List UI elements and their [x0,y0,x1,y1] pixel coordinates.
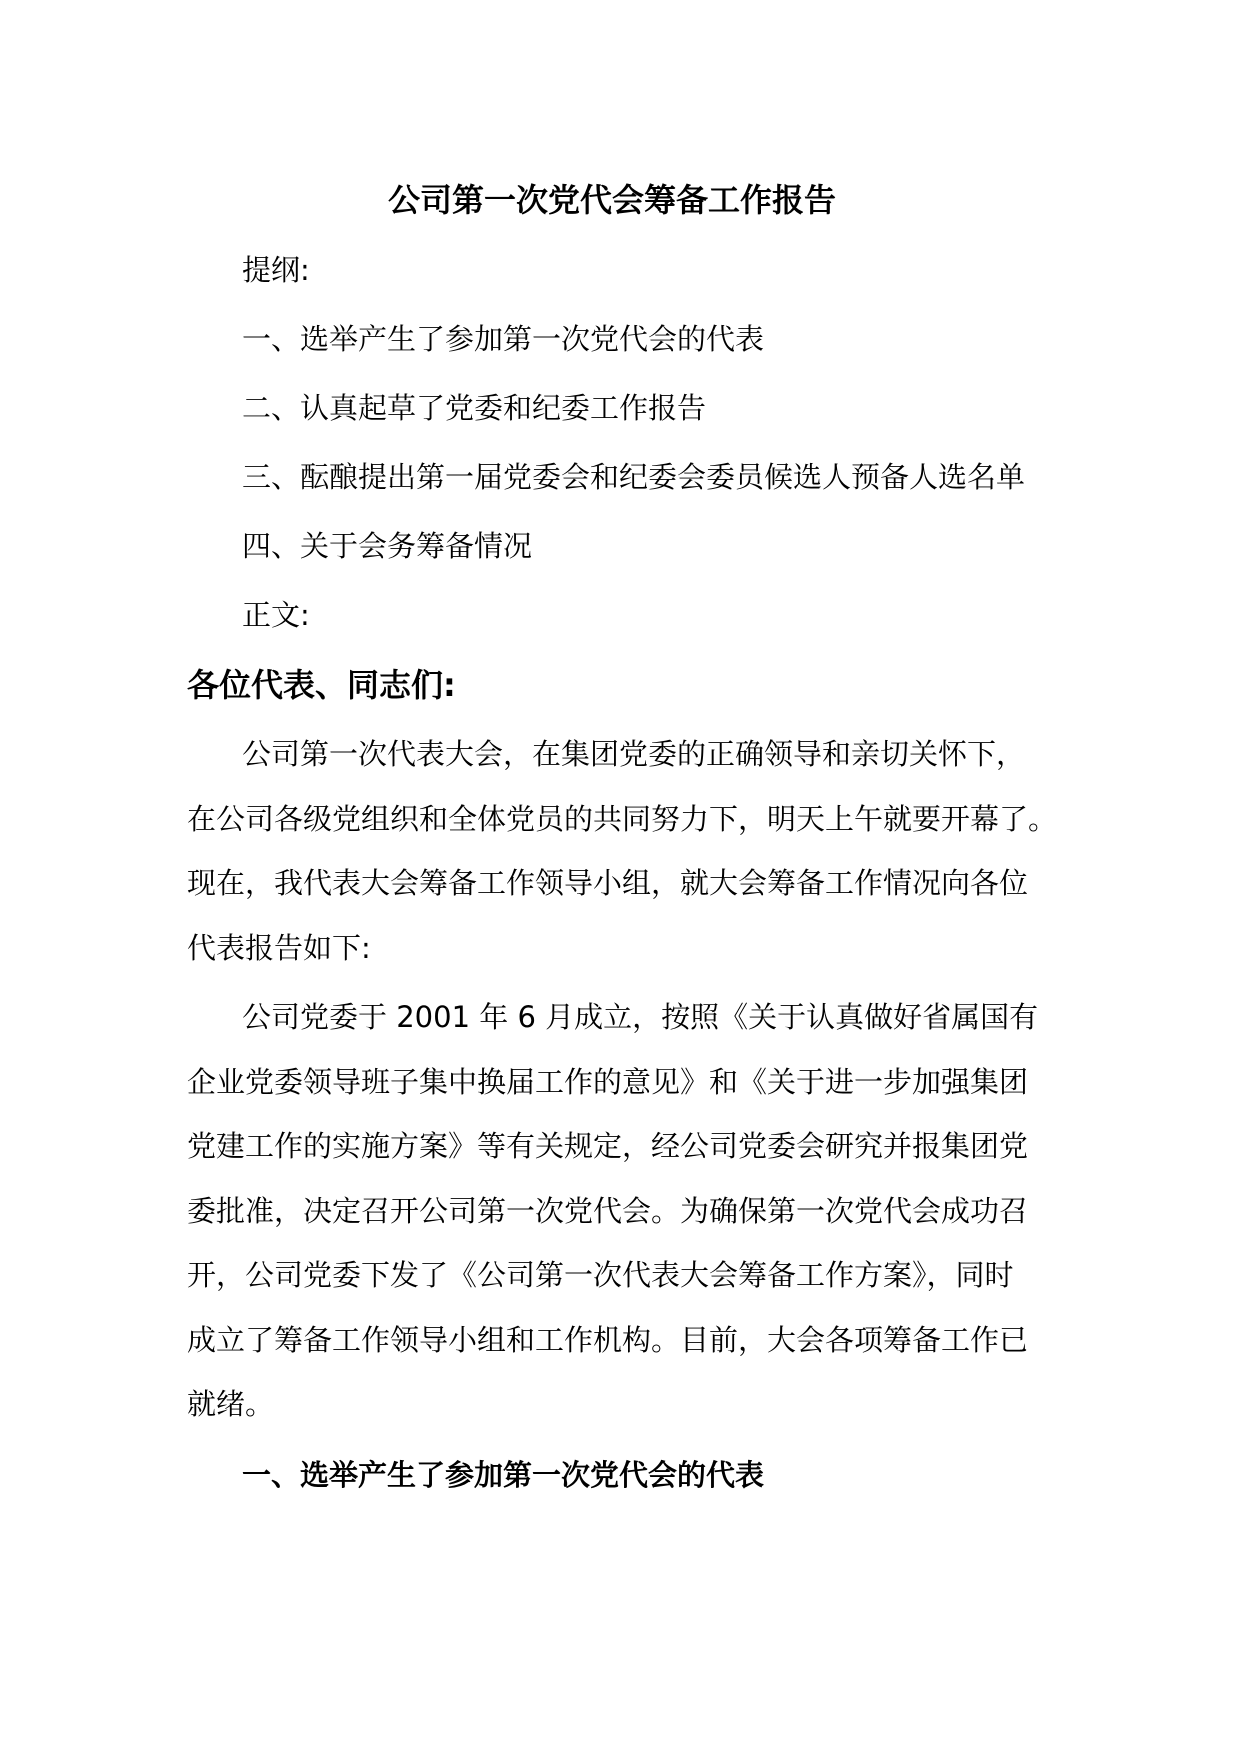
paragraph-line: 公司党委于 2001 年 6 月成立，按照《关于认真做好省属国有 [242,1000,1039,1034]
outline-label: 提纲: [242,253,310,287]
paragraph-line: 就绪。 [187,1387,275,1421]
outline-item: 一、选举产生了参加第一次党代会的代表 [242,322,765,356]
paragraph-line: 现在，我代表大会筹备工作领导小组，就大会筹备工作情况向各位 [187,866,1029,900]
paragraph-line: 委批准，决定召开公司第一次党代会。为确保第一次党代会成功召 [187,1194,1029,1228]
body-label: 正文: [242,598,310,632]
outline-item: 三、酝酿提出第一届党委会和纪委会委员候选人预备人选名单 [242,460,1026,494]
paragraph-line: 代表报告如下: [187,931,371,965]
paragraph-line: 公司第一次代表大会，在集团党委的正确领导和亲切关怀下， [242,737,1026,771]
paragraph-line: 党建工作的实施方案》等有关规定，经公司党委会研究并报集团党 [187,1129,1029,1163]
section-heading: 一、选举产生了参加第一次党代会的代表 [242,1458,765,1492]
document-title: 公司第一次党代会筹备工作报告 [388,181,837,219]
paragraph-line: 成立了筹备工作领导小组和工作机构。目前，大会各项筹备工作已 [187,1323,1029,1357]
outline-item: 二、认真起草了党委和纪委工作报告 [242,391,707,425]
salutation: 各位代表、同志们: [187,666,456,704]
paragraph-line: 开，公司党委下发了《公司第一次代表大会筹备工作方案》，同时 [187,1258,1014,1292]
paragraph-line: 企业党委领导班子集中换届工作的意见》和《关于进一步加强集团 [187,1065,1029,1099]
paragraph-line: 在公司各级党组织和全体党员的共同努力下，明天上午就要开幕了。 [187,802,1058,836]
outline-item: 四、关于会务筹备情况 [242,529,533,563]
